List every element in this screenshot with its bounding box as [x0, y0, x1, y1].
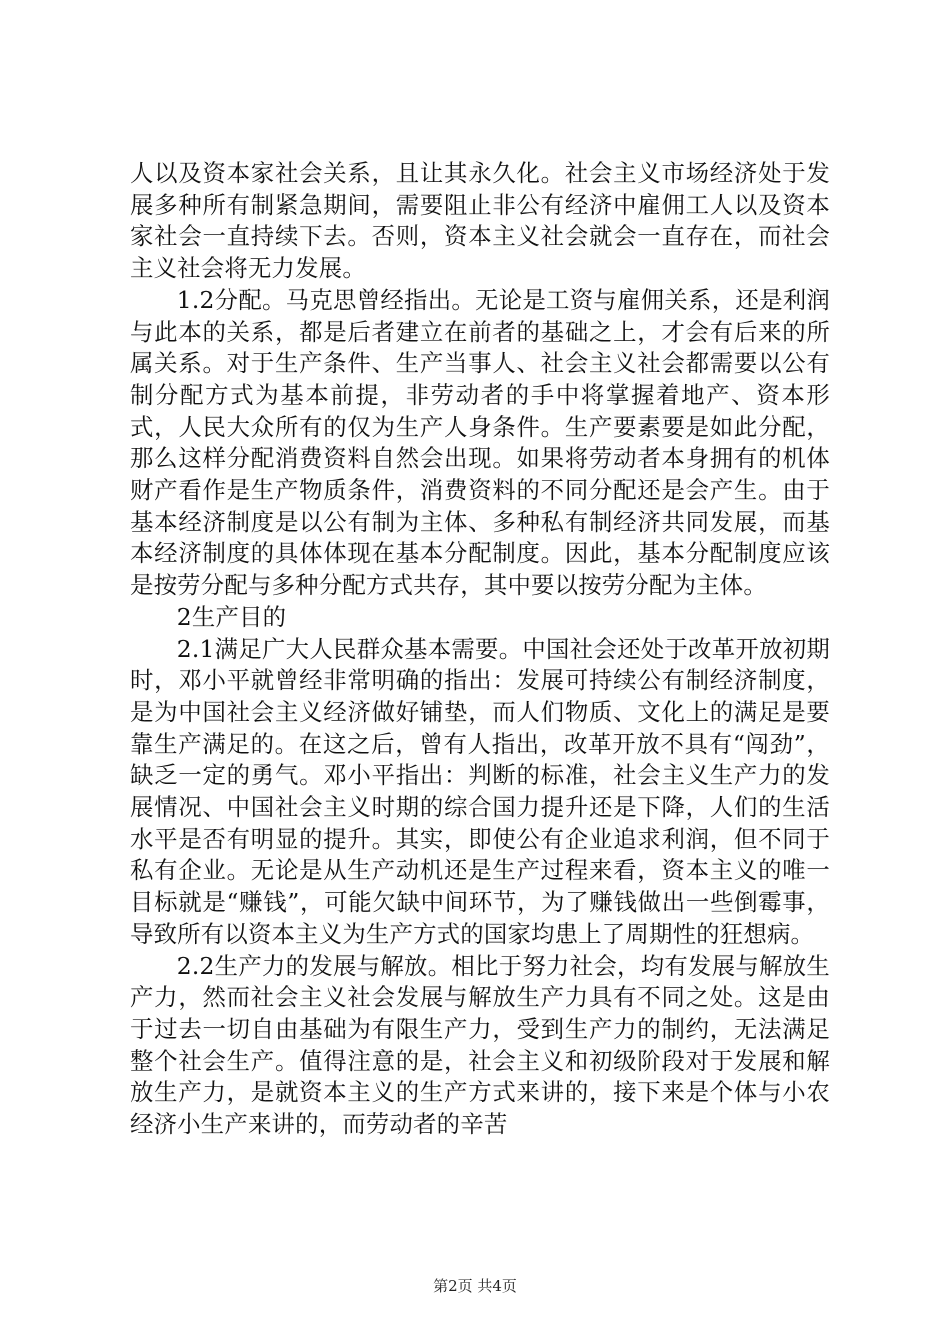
page-footer: 第2页 共4页 [433, 1277, 517, 1295]
section-heading-2: 2生产目的 [176, 602, 287, 631]
paragraph-continuation: 人以及资本家社会关系，且让其永久化。社会主义市场经济处于发展多种所有制紧急期间，需要阻止非公有经济中雇佣工人以及资本家社会一直持续下去。否则，资本主义社会就会一直存在，而社会主义社会将无力发展。 [130, 159, 830, 283]
paragraph-section-2-2: 2.2生产力的发展与解放。相比于努力社会，均有发展与解放生产力，然而社会主义社会发展与解放生产力具有不同之处。这是由于过去一切自由基础为有限生产力，受到生产力的制约，无法满足整个社会生产。值得注意的是，社会主义和初级阶段对于发展和解放生产力，是就资本主义的生产方式来讲的，接下来是个体与小农经济小生产来讲的，而劳动者的辛苦 [130, 951, 830, 1139]
document-body [130, 158, 830, 1141]
paragraph-section-2-1: 2.1满足广大人民群众基本需要。中国社会还处于改革开放初期时，邓小平就曾经非常明确的指出：发展可持续公有制经济制度，是为中国社会主义经济做好铺垫，而人们物质、文化上的满足是要靠生产满足的。在这之后，曾有人指出，改革开放不具有“闯劲”，缺乏一定的勇气。邓小平指出：判断的标准，社会主义生产力的发展情况、中国社会主义时期的综合国力提升还是下降，人们的生活水平是否有明显的提升。其实，即使公有企业追求利润，但不同于私有企业。无论是从生产动机还是生产过程来看，资本主义的唯一目标就是“赚钱”，可能欠缺中间环节，为了赚钱做出一些倒霉事，导致所有以资本主义为生产方式的国家均患上了周期性的狂想病。 [130, 634, 830, 948]
paragraph-section-1-2: 1.2分配。马克思曾经指出。无论是工资与雇佣关系，还是利润与此本的关系，都是后者建立在前者的基础之上，才会有后来的所属关系。对于生产条件、生产当事人、社会主义社会都需要以公有制分配方式为基本前提，非劳动者的手中将掌握着地产、资本形式，人民大众所有的仅为生产人身条件。生产要素要是如此分配，那么这样分配消费资料自然会出现。如果将劳动者本身拥有的机体财产看作是生产物质条件，消费资料的不同分配还是会产生。由于基本经济制度是以公有制为主体、多种私有制经济共同发展，而基本经济制度的具体体现在基本分配制度。因此，基本分配制度应该是按劳分配与多种分配方式共存，其中要以按劳分配为主体。 [130, 285, 830, 600]
